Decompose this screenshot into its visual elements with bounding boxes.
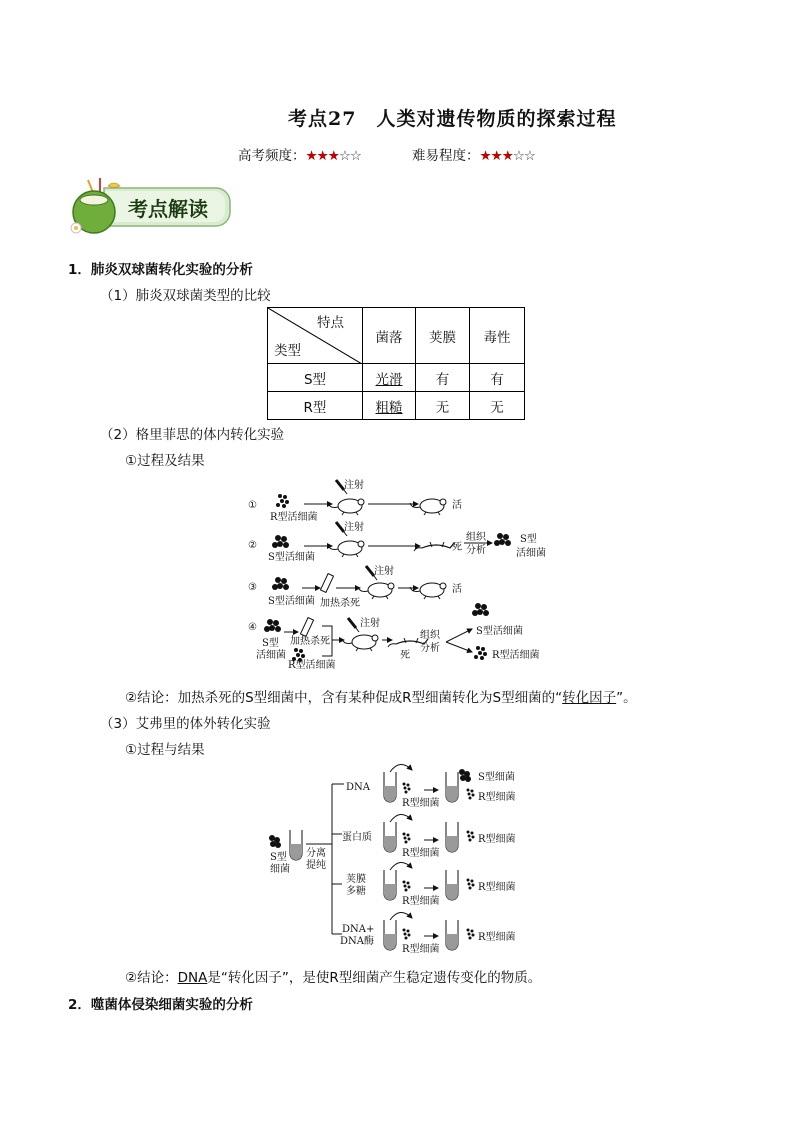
s-type-label: S型 <box>262 638 279 649</box>
r-bacteria-result: R型细菌 <box>478 932 516 943</box>
avery-experiment-diagram <box>262 762 552 954</box>
conclusion-key-term: DNA <box>177 970 208 986</box>
page-title <box>288 104 616 131</box>
capsule-branch-label: 荚膜 <box>346 874 366 885</box>
table-cell: 有 <box>416 364 470 392</box>
r-live-label: R型活细菌 <box>270 512 318 523</box>
subsection-2-process: ①过程及结果 <box>125 453 205 469</box>
r-bacteria-result: R型细菌 <box>478 792 516 803</box>
table-cell: R型 <box>268 392 363 420</box>
purify-label: 提纯 <box>306 860 326 871</box>
result-live: 活 <box>452 584 462 595</box>
s-live-result: S型活细菌 <box>476 626 523 637</box>
table-cell: 有 <box>470 364 525 392</box>
difficulty-label: 难易程度： <box>412 148 480 164</box>
difficulty-rating <box>412 144 535 164</box>
table-row <box>268 364 525 392</box>
bacteria-comparison-table <box>267 307 525 420</box>
corner-top-label: 特点 <box>317 315 344 331</box>
r-live-label: R型活细菌 <box>288 660 336 671</box>
frequency-stars-empty: ☆☆ <box>338 148 362 164</box>
r-bacteria-label: R型细菌 <box>402 896 440 907</box>
s-type-label: S型 <box>520 534 537 545</box>
table-header: 毒性 <box>470 308 525 364</box>
result-dead: 死 <box>400 650 410 661</box>
corner-bottom-label: 类型 <box>274 343 301 359</box>
frequency-stars-filled: ★★★ <box>305 148 339 164</box>
conclusion-text: ②结论： <box>125 970 178 986</box>
result-live: 活 <box>452 500 462 511</box>
row-number: ① <box>248 500 257 511</box>
s-source-label: 细菌 <box>270 864 290 875</box>
s-live-label: S型活细菌 <box>268 596 315 607</box>
difficulty-stars-empty: ☆☆ <box>512 148 536 164</box>
row-number: ④ <box>248 622 257 633</box>
subsection-1-title: （1）肺炎双球菌类型的比较 <box>100 288 271 304</box>
r-live-result: R型活细菌 <box>492 650 540 661</box>
subsection-3-process: ①过程与结果 <box>125 742 205 758</box>
analysis-label: 分析 <box>466 545 486 556</box>
inject-label: 注射 <box>344 522 364 533</box>
section-badge <box>66 176 232 242</box>
conclusion-text: ②结论：加热杀死的S型细菌中，含有某种促成R型细菌转化为S型细菌的“ <box>125 690 563 706</box>
subsection-3-title: （3）艾弗里的体外转化实验 <box>100 716 271 732</box>
conclusion-key-term: 转化因子 <box>562 690 617 706</box>
title-number: 考点27 <box>288 108 357 130</box>
dna-branch-label: DNA <box>346 782 370 793</box>
tissue-label: 组织 <box>466 532 486 543</box>
inject-label: 注射 <box>344 480 364 491</box>
result-dead: 死 <box>452 542 462 553</box>
tissue-label: 组织 <box>420 630 440 641</box>
heat-kill-label: 加热杀死 <box>290 636 330 647</box>
polysaccharide-branch-label: 多糖 <box>346 886 366 897</box>
table-cell: 光滑 <box>375 371 403 388</box>
table-header: 荚膜 <box>416 308 470 364</box>
table-header: 菌落 <box>363 308 416 364</box>
avery-conclusion <box>125 966 541 986</box>
r-bacteria-label: R型细菌 <box>402 944 440 954</box>
dnase-branch-label: DNA+ <box>342 924 375 935</box>
griffith-conclusion <box>125 686 637 706</box>
live-bacteria-label: 活细菌 <box>516 548 546 559</box>
badge-label: 考点解读 <box>128 197 208 221</box>
table-row <box>268 392 525 420</box>
table-cell: 无 <box>416 392 470 420</box>
test-tube-icon <box>300 618 313 637</box>
conclusion-text: ”。 <box>616 690 637 706</box>
table-cell: S型 <box>268 364 363 392</box>
s-bacteria-result: S型细菌 <box>478 772 515 783</box>
live-bacteria-label: 活细菌 <box>256 650 286 661</box>
s-live-label: S型活细菌 <box>268 552 315 563</box>
table-cell: 粗糙 <box>375 399 403 416</box>
heat-kill-label: 加热杀死 <box>320 598 360 609</box>
analysis-label: 分析 <box>420 643 440 654</box>
conclusion-text: 是“转化因子”，是使R型细菌产生稳定遗传变化的物质。 <box>207 970 542 986</box>
table-corner-cell <box>268 308 363 364</box>
protein-branch-label: 蛋白质 <box>342 832 372 843</box>
frequency-label: 高考频度： <box>238 148 306 164</box>
r-bacteria-result: R型细菌 <box>478 882 516 893</box>
griffith-experiment-diagram <box>240 474 560 672</box>
inject-label: 注射 <box>360 618 380 629</box>
r-bacteria-label: R型细菌 <box>402 798 440 809</box>
frequency-rating <box>238 144 361 164</box>
dnase-branch-label: DNA酶 <box>340 936 374 947</box>
difficulty-stars-filled: ★★★ <box>479 148 513 164</box>
title-text: 人类对遗传物质的探索过程 <box>376 108 617 130</box>
section-2-heading: 2．噬菌体侵染细菌实验的分析 <box>68 997 253 1013</box>
row-number: ③ <box>248 582 257 593</box>
inject-label: 注射 <box>374 566 394 577</box>
row-number: ② <box>248 540 257 551</box>
s-source-label: S型 <box>270 852 287 863</box>
r-bacteria-label: R型细菌 <box>402 848 440 859</box>
subsection-2-title: （2）格里菲思的体内转化实验 <box>100 427 285 443</box>
section-1-heading: 1．肺炎双球菌转化实验的分析 <box>68 262 253 278</box>
r-bacteria-result: R型细菌 <box>478 834 516 845</box>
table-cell: 无 <box>470 392 525 420</box>
separate-label: 分离 <box>306 848 326 859</box>
test-tube-icon <box>320 574 333 593</box>
